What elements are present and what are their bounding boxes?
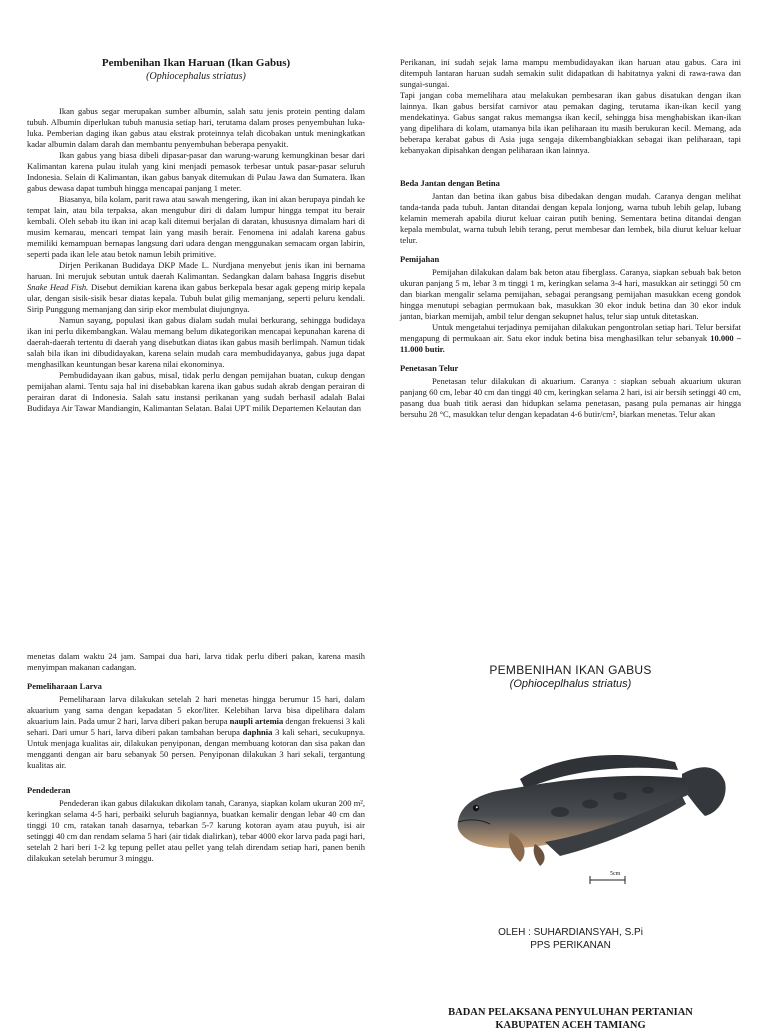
column-2	[400, 57, 741, 420]
cover-title: PEMBENIHAN IKAN GABUS	[489, 663, 652, 677]
column-1	[27, 57, 365, 414]
text-run: Dirjen Perikanan Budidaya DKP Made L. Nurdjana menyebut jenis ikan ini bernama haruan. Ini merujuk sebutan untuk daerah Kalimantan. Sedangkan dalam bahasa Inggris disebut	[27, 260, 365, 281]
text-run: dengan frekuensi 3 kali sehari. Dari umur 5 hari, larva diberi pakan tambahan berupa	[27, 716, 366, 737]
paragraph	[400, 322, 741, 355]
column-3	[27, 651, 365, 864]
snakehead-fish-image	[450, 734, 740, 894]
paragraph: Namun sayang, populasi ikan gabus dialam sudah mulai berkurang, sehingga budidaya ikan ini perlu dikembangkan. Walau memang belum dikategorikan mencapai kepunahan karena di daerah-daerah tertentu di daerah yang disebutkan diatas ikan gabus masih berlimpah. Namun tidak salah bila ikan ini dibudidayakan, karena selain mudah cara membudidayanya, gabus juga dapat menghasilkan keuntungan besar karena nilai ekonominya.	[27, 315, 365, 369]
article-title: Pembenihan Ikan Haruan (Ikan Gabus)	[101, 57, 291, 69]
section-heading: Pemijahan	[400, 254, 440, 264]
agency-block	[400, 1006, 741, 1032]
paragraph: Penetasan telur dilakukan di akuarium. Caranya : siapkan sebuah akuarium ukuran panjang 60 cm, lebar 40 cm dan tinggi 40 cm, keringkan selama 2 hari, isi air bersih setinggi 40 cm, pasang dua buah titik aerasi dan hidupkan selama penetasan, pasang pula pemanas air hingga bersuhu 28 °C, masukkan telur dengan kepadatan 4-6 butir/cm², biarkan menetas. Telur akan	[400, 376, 741, 419]
scale-label: 5cm	[610, 871, 621, 877]
article-subtitle: (Ophiocephalus striatus)	[146, 71, 246, 82]
text-run: Disebut demikian karena ikan gabus berkepala besar agak gepeng mirip kepala ular, dengan sisik-sisik besar diatas kepala. Tubuh bulat gilig memanjang, seperti peluru kendali. Sirip Punggung memanjang dan sirip ekor membulat diujungnya.	[27, 282, 365, 314]
fish-illustration	[450, 734, 740, 894]
paragraph: Perikanan, ini sudah sejak lama mampu membudidayakan ikan haruan atau gabus. Cara ini ditempuh lantaran haruan sudah semakin sulit didapatkan di habitatnya yakni di rawa-rawa dan sungai-sungai.	[400, 57, 741, 89]
paragraph: Pendederan ikan gabus dilakukan dikolam tanah, Caranya, siapkan kolam ukuran 200 m², keringkan selama 4-5 hari, perbaiki seluruh bagiannya, buatkan kemalir dengan lebar 40 cm dan tinggi 10 cm, ratakan tanah dasarnya, tebarkan 5-7 karung kotoran ayam atau puyuh, isi air setinggi 40 cm dan rendam selama 5 hari (air tidak dialirkan), tebar 4000 ekor larva pada pagi hari, setelah 2 hari beri 1-2 kg tepung pellet atau pellet yang telah direndam setiap hari, panen benih dilakukan setelah berumur 3 minggu.	[27, 798, 365, 863]
author-dept: PPS PERIKANAN	[530, 940, 611, 951]
paragraph: Biasanya, bila kolam, parit rawa atau sawah mengering, ikan ini akan berupaya pindah ke tempat lain, atau bila terpaksa, akan mengubur diri di dalam lumpur hingga tempat itu berair kembali. Oleh sebab itu ikan ini acap kali ditemui berjalan di daratan, khususnya dimalam hari di musim kemarau, mencari tempat lain yang masih berair. Fenomena ini adalah karena gabus memiliki kemampuan bernapas langsung dari udara dengan menggunakan semacam organ labirin, seperti pada ikan lele atau betok namun lebih primitive.	[27, 194, 365, 259]
paragraph	[27, 694, 365, 771]
paragraph: Jantan dan betina ikan gabus bisa dibedakan dengan mudah. Caranya dengan melihat tanda-tanda pada tubuh. Jantan ditandai dengan kepala lonjong, warna tubuh lebih gelap, lubang kelamin memerah apabila diurut keluar cairan putih bening. Sementara betina ditandai dengan kepala membulat, warna tubuh lebih terang, perut membesar dan lembek, bila diurut keluar keluar telur.	[400, 191, 741, 245]
section-heading: Pendederan	[27, 785, 71, 795]
paragraph: Ikan gabus segar merupakan sumber albumin, salah satu jenis protein penting dalam tubuh. Albumin diperlukan tubuh manusia setiap hari, terutama dalam proses penyembuhan luka-luka. Pemberian daging ikan gabus atau ekstrak proteinnya telah dicobakan untuk meningkatkan kadar albumin dalam darah dan membantu penyembuhan beberapa penyakit.	[27, 106, 365, 149]
text-run: 3 kali sehari, secukupnya. Untuk menjaga kualitas air, dilakukan penyiponan, dengan membuang kotoran dan sisa pakan dan mengganti dengan air baru sebanyak 50 persen. Penyiponan dilakukan 3 hari sekali, tergantung kualitas air.	[27, 727, 365, 770]
author-block	[400, 926, 741, 952]
section-heading: Beda Jantan dengan Betina	[400, 178, 500, 188]
paragraph: Tapi jangan coba memelihara atau melakukan pembesaran ikan gabus disatukan dengan ikan lainnya. Ikan gabus bersifat carnivor atau pemakan daging, terutama ikan-ikan kecil yang mendekatinya. Gabus sangat rakus memangsa ikan kecil, sehingga bisa menghabiskan ikan-ikan yang dipelihara di kolam, utamanya bila ikan peliharaan itu masih berukuran kecil. Memang, ada beberapa kerabat gabus di Asia juga sengaja dikembangbiakkan sebagai ikan peliharaan, tapi kebanyakan dipisahkan dengan peliharaan ikan lainnya.	[400, 90, 741, 155]
section-heading: Pemeliharaan Larva	[27, 681, 102, 691]
italic-term: Snake Head Fish.	[27, 282, 89, 292]
author-name: OLEH : SUHARDIANSYAH, S.Pi	[498, 927, 643, 938]
bold-term: naupli artemia	[229, 716, 284, 726]
agency-line-2: KABUPATEN ACEH TAMIANG	[495, 1020, 646, 1031]
cover-panel	[400, 663, 741, 691]
bold-term: daphnia	[242, 727, 273, 737]
paragraph	[27, 260, 365, 315]
paragraph: Pemijahan dilakukan dalam bak beton atau fiberglass. Caranya, siapkan sebuah bak beton ukuran panjang 5 m, lebar 3 m tinggi 1 m, keringkan selama 3-4 hari, masukkan air setinggi 50 cm dan biarkan mengalir selama pemijahan, sebagai perangsang pemijahan masukkan eceng gondok hingga menutupi sebagian permukaan bak, masukkan 30 ekor induk betina dan 30 ekor induk jantan, biarkan memijah, ambil telur dengan sekupnet halus, telur siap untuk ditetaskan.	[400, 267, 741, 321]
agency-line-1: BADAN PELAKSANA PENYULUHAN PERTANIAN	[448, 1007, 693, 1018]
paragraph: menetas dalam waktu 24 jam. Sampai dua hari, larva tidak perlu diberi pakan, karena masih menyimpan makanan cadangan.	[27, 651, 365, 672]
text-run: Pemeliharaan larva dilakukan setelah 2 hari menetas hingga berumur 15 hari, dalam akuarium yang sama dengan kepadatan 5 ekor/liter. Kelebihan larva bisa dipelihara dalam akuarium lain. Pada umur 2 hari, larva diberi pakan berupa	[27, 694, 365, 726]
text-run: Untuk mengetahui terjadinya pemijahan dilakukan pengontrolan setiap hari. Telur bersifat mengapung di permukaan air. Satu ekor induk betina bisa menghasilkan telur sebanyak	[400, 322, 741, 343]
bold-value: 10.000 – 11.000 butir.	[400, 333, 742, 354]
cover-subtitle: (Ophioceplhalus striatus)	[509, 678, 632, 690]
paragraph: Ikan gabus yang biasa dibeli dipasar-pasar dan warung-warung kemungkinan besar dari Kalimantan karena pulau itulah yang kini menjadi pemasok terbesar untuk pasar-pasar seluruh Indonesia. Selain di Kalimantan, ikan gabus banyak ditemukan di Pulau Jawa dan Sumatera. Ikan gabus dewasa dapat tumbuh hingga mencapai panjang 1 meter.	[27, 150, 365, 193]
section-heading: Penetasan Telur	[400, 363, 459, 373]
paragraph: Pembudidayaan ikan gabus, misal, tidak perlu dengan pemijahan buatan, cukup dengan pemijahan alami. Tentu saja hal ini disebabkan karena ikan gabus sudah akrab dengan perairan di perairan darat di Indonesia. Salah satu instansi perikanan yang sudah berhasil adalah Balai Budidaya Air Tawar Mandiangin, Kalimantan Selatan. Balai UPT milik Departemen Kelautan dan	[27, 370, 365, 413]
